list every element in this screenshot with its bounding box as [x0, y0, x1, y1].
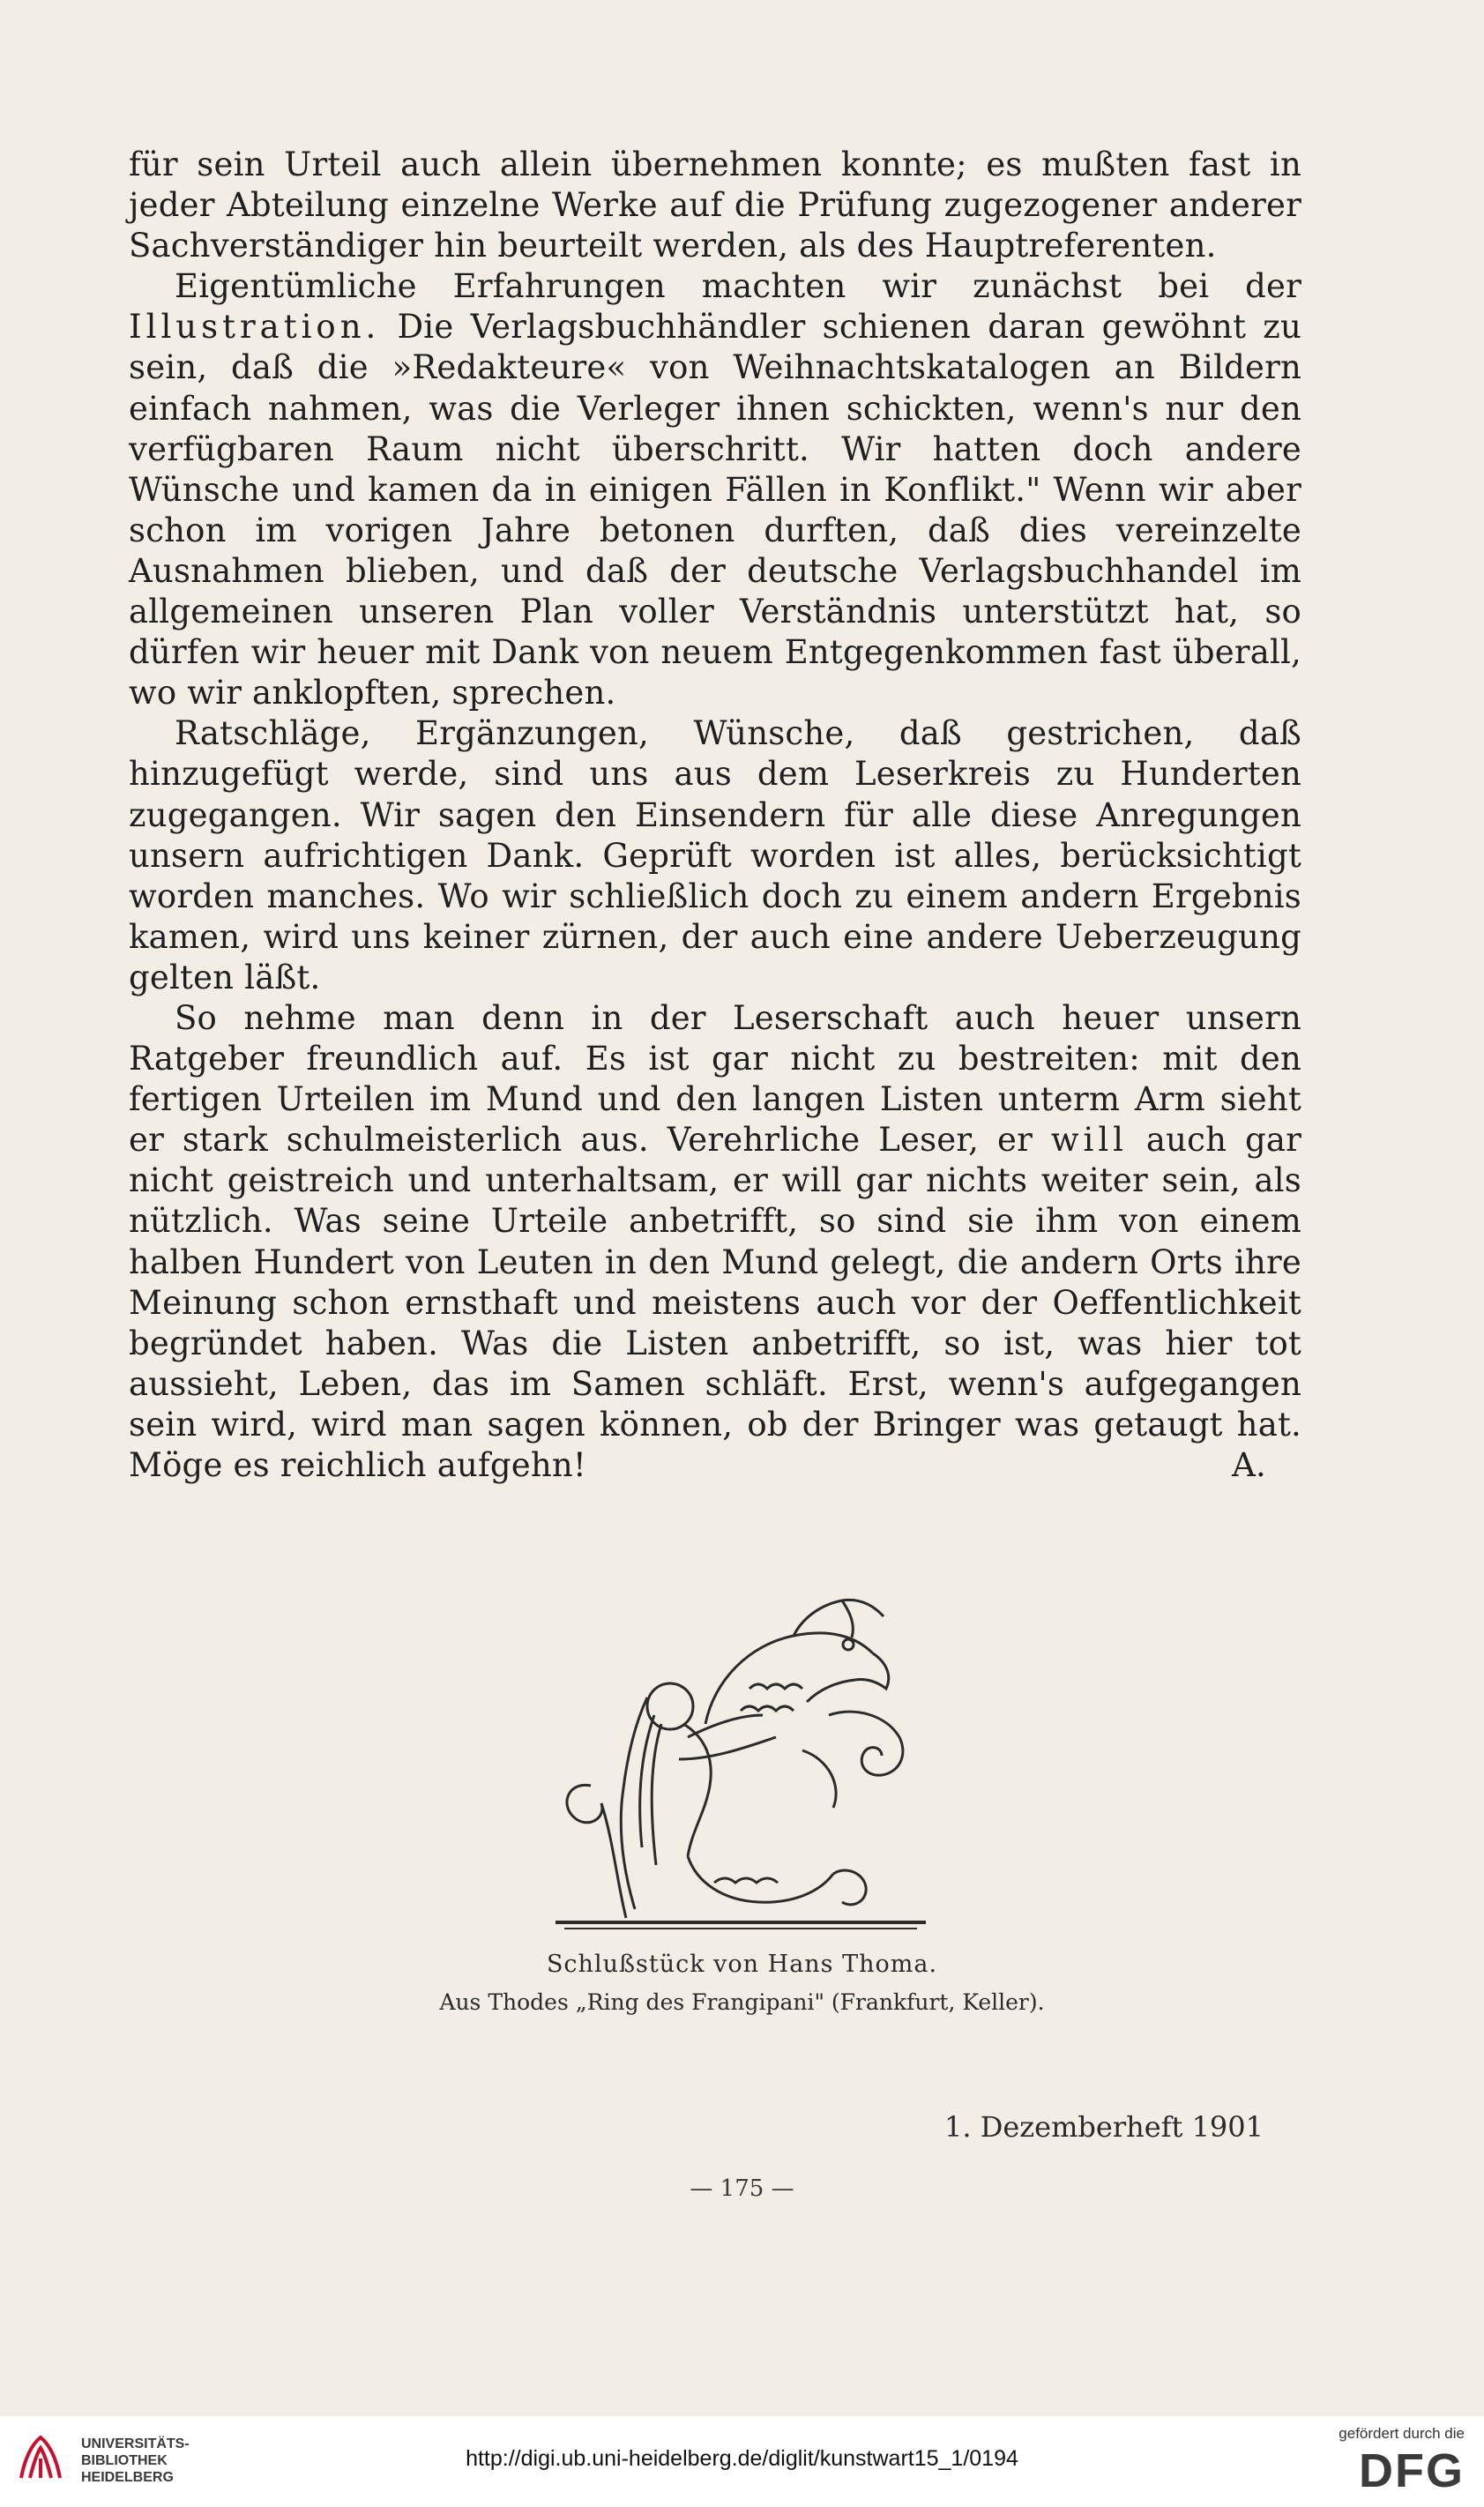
- funding-credit: [1288, 2425, 1465, 2496]
- paragraph-2-spaced-word: Illustration.: [129, 308, 381, 347]
- paragraph-4-rest: auch gar nicht geistreich und unterhaltsam, er will gar nichts weiter sein, als nützlich. Was seine Urteile anbetrifft, so sind sie ihm von einem halben Hundert von Leuten in den Mund gelegt, die andern Orts ihre Meinung schon ernsthaft und meistens auch vor der Oeffentlichkeit begründet haben. Was die Listen anbetrifft, so ist, was hier tot aussieht, Leben, das im Samen schläft. Erst, wenn's aufgegangen sein wird, wird man sagen können, ob der Bringer was getaugt hat. Möge es reichlich aufgehn!: [129, 1121, 1301, 1484]
- dfg-logo: DFG: [1359, 2444, 1465, 2497]
- paragraph-4: [129, 998, 1301, 1486]
- library-name-line-1: UNIVERSITÄTS-: [81, 2436, 190, 2451]
- figure-caption-source: Aus Thodes „Ring des Frangipani" (Frankfurt, Keller).: [439, 1989, 1045, 2015]
- issue-label: 1. Dezemberheft 1901: [943, 2110, 1264, 2144]
- article-text: [129, 145, 1301, 1486]
- page-number: — 175 —: [690, 2175, 794, 2202]
- paragraph-4-start: So nehme man denn in der Leserschaft auch heuer unsern Ratgeber freundlich auf. Es ist gar nicht zu bestreiten: mit den fertigen Urteilen im Mund und den langen Listen unterm Arm sieht er stark schulmeisterlich aus. Verehrliche Leser, er: [129, 998, 1301, 1160]
- library-name-line-2: BIBLIOTHEK: [81, 2453, 168, 2468]
- paragraph-2-rest: Die Verlagsbuchhändler schienen daran gewöhnt zu sein, daß die »Redakteure« von Weihnachtskatalogen an Bildern einfach nahmen, was die Verleger ihnen schickten, wenn's nur den verfügbaren Raum nicht überschritt. Wir hatten doch andere Wünsche und kamen da in einigen Fällen in Konflikt." Wenn wir aber schon im vorigen Jahre betonen durften, daß dies vereinzelte Ausnahmen blieben, und daß der deutsche Verlagsbuchhandel im allgemeinen unseren Plan voller Verständnis unterstützt hat, so dürfen wir heuer mit Dank von neuem Entgegenkommen fast überall, wo wir anklopften, sprechen.: [129, 308, 1301, 713]
- paragraph-4-spaced-word: will: [1050, 1121, 1129, 1160]
- digitization-footer: [0, 2416, 1484, 2507]
- paragraph-2: [129, 266, 1301, 713]
- library-name-line-3: HEIDELBERG: [81, 2470, 174, 2485]
- author-signature: A.: [1232, 1446, 1266, 1484]
- funding-text: gefördert durch die: [1339, 2425, 1465, 2442]
- paragraph-1: für sein Urteil auch allein übernehmen konnte; es mußten fast in jeder Abteilung einzelne Werke auf die Prüfung zugezogener anderer Sachverständiger hin beurteilt werden, als des Hauptreferenten.: [129, 145, 1301, 265]
- tailpiece-illustration: [538, 1583, 943, 1936]
- mermaid-and-dragon-drawing: [556, 1600, 926, 1929]
- paragraph-2-start: Eigentümliche Erfahrungen machten wir zunächst bei der: [175, 267, 1301, 306]
- paragraph-3: Ratschläge, Ergänzungen, Wünsche, daß gestrichen, daß hinzugefügt werde, sind uns aus dem Leserkreis zu Hunderten zugegangen. Wir sagen den Einsendern für alle diese Anregungen unsern aufrichtigen Dank. Geprüft worden ist alles, berücksichtigt worden manches. Wo wir schließlich doch zu einem andern Ergebnis kamen, wird uns keiner zürnen, der auch eine andere Ueberzeugung gelten läßt.: [129, 714, 1301, 996]
- figure-caption-title: Schlußstück von Hans Thoma.: [546, 1951, 938, 1978]
- page-url-link[interactable]: http://digi.ub.uni-heidelberg.de/diglit/kunstwart15_1/0194: [466, 2446, 1018, 2471]
